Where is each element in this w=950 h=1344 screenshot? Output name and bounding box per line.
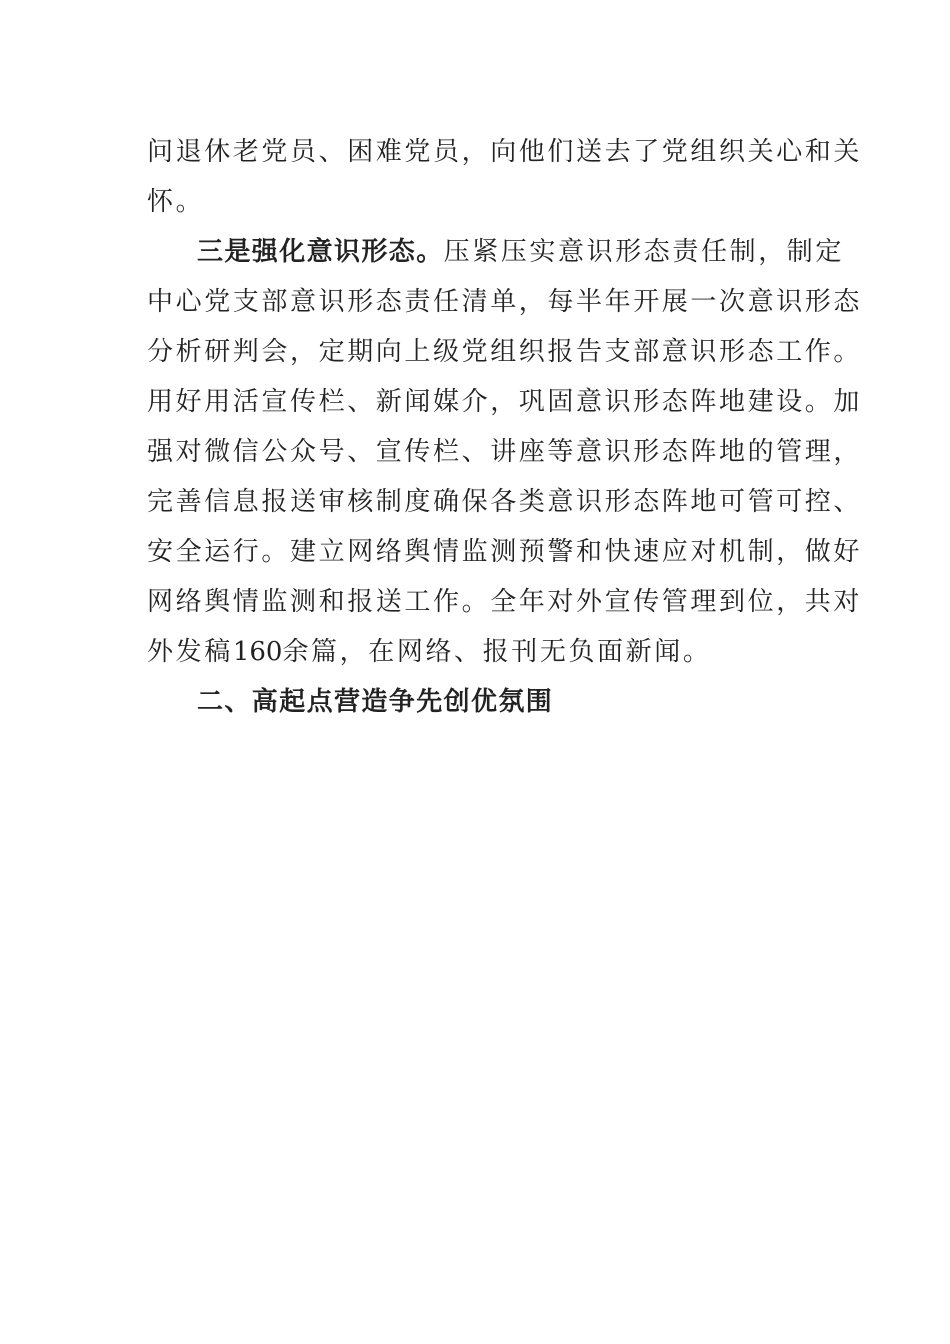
body-text-line: 问退休老党员、困难党员，向他们送去了党组织关心和关 [147, 137, 863, 167]
body-text-line: 完善信息报送审核制度确保各类意识形态阵地可管可控、 [147, 487, 863, 517]
body-text-line: 分析研判会，定期向上级党组织报告支部意识形态工作。 [147, 337, 863, 367]
body-text-line: 网络舆情监测和报送工作。全年对外宣传管理到位，共对 [147, 587, 863, 617]
body-text-line: 用好用活宣传栏、新闻媒介，巩固意识形态阵地建设。加 [147, 387, 863, 417]
body-text-line: 安全运行。建立网络舆情监测预警和快速应对机制，做好 [147, 537, 863, 567]
article-count: 160 [232, 637, 283, 667]
body-text: 余篇，在网络、报刊无负面新闻。 [282, 637, 712, 667]
body-text: 外发稿 [147, 637, 233, 667]
body-text: 压紧压实意识形态责任制，制定 [443, 237, 845, 267]
body-text-line: 怀。 [147, 187, 205, 217]
body-text-line [147, 632, 807, 672]
body-text-line: 中心党支部意识形态责任清单，每半年开展一次意识形态 [147, 287, 863, 317]
paragraph-heading: 三是强化意识形态。 [197, 237, 444, 267]
paragraph-first-line [197, 232, 845, 272]
section-heading: 二、高起点营造争先创优氛围 [197, 687, 554, 717]
body-text-line: 强对微信公众号、宣传栏、讲座等意识形态阵地的管理， [147, 437, 863, 467]
